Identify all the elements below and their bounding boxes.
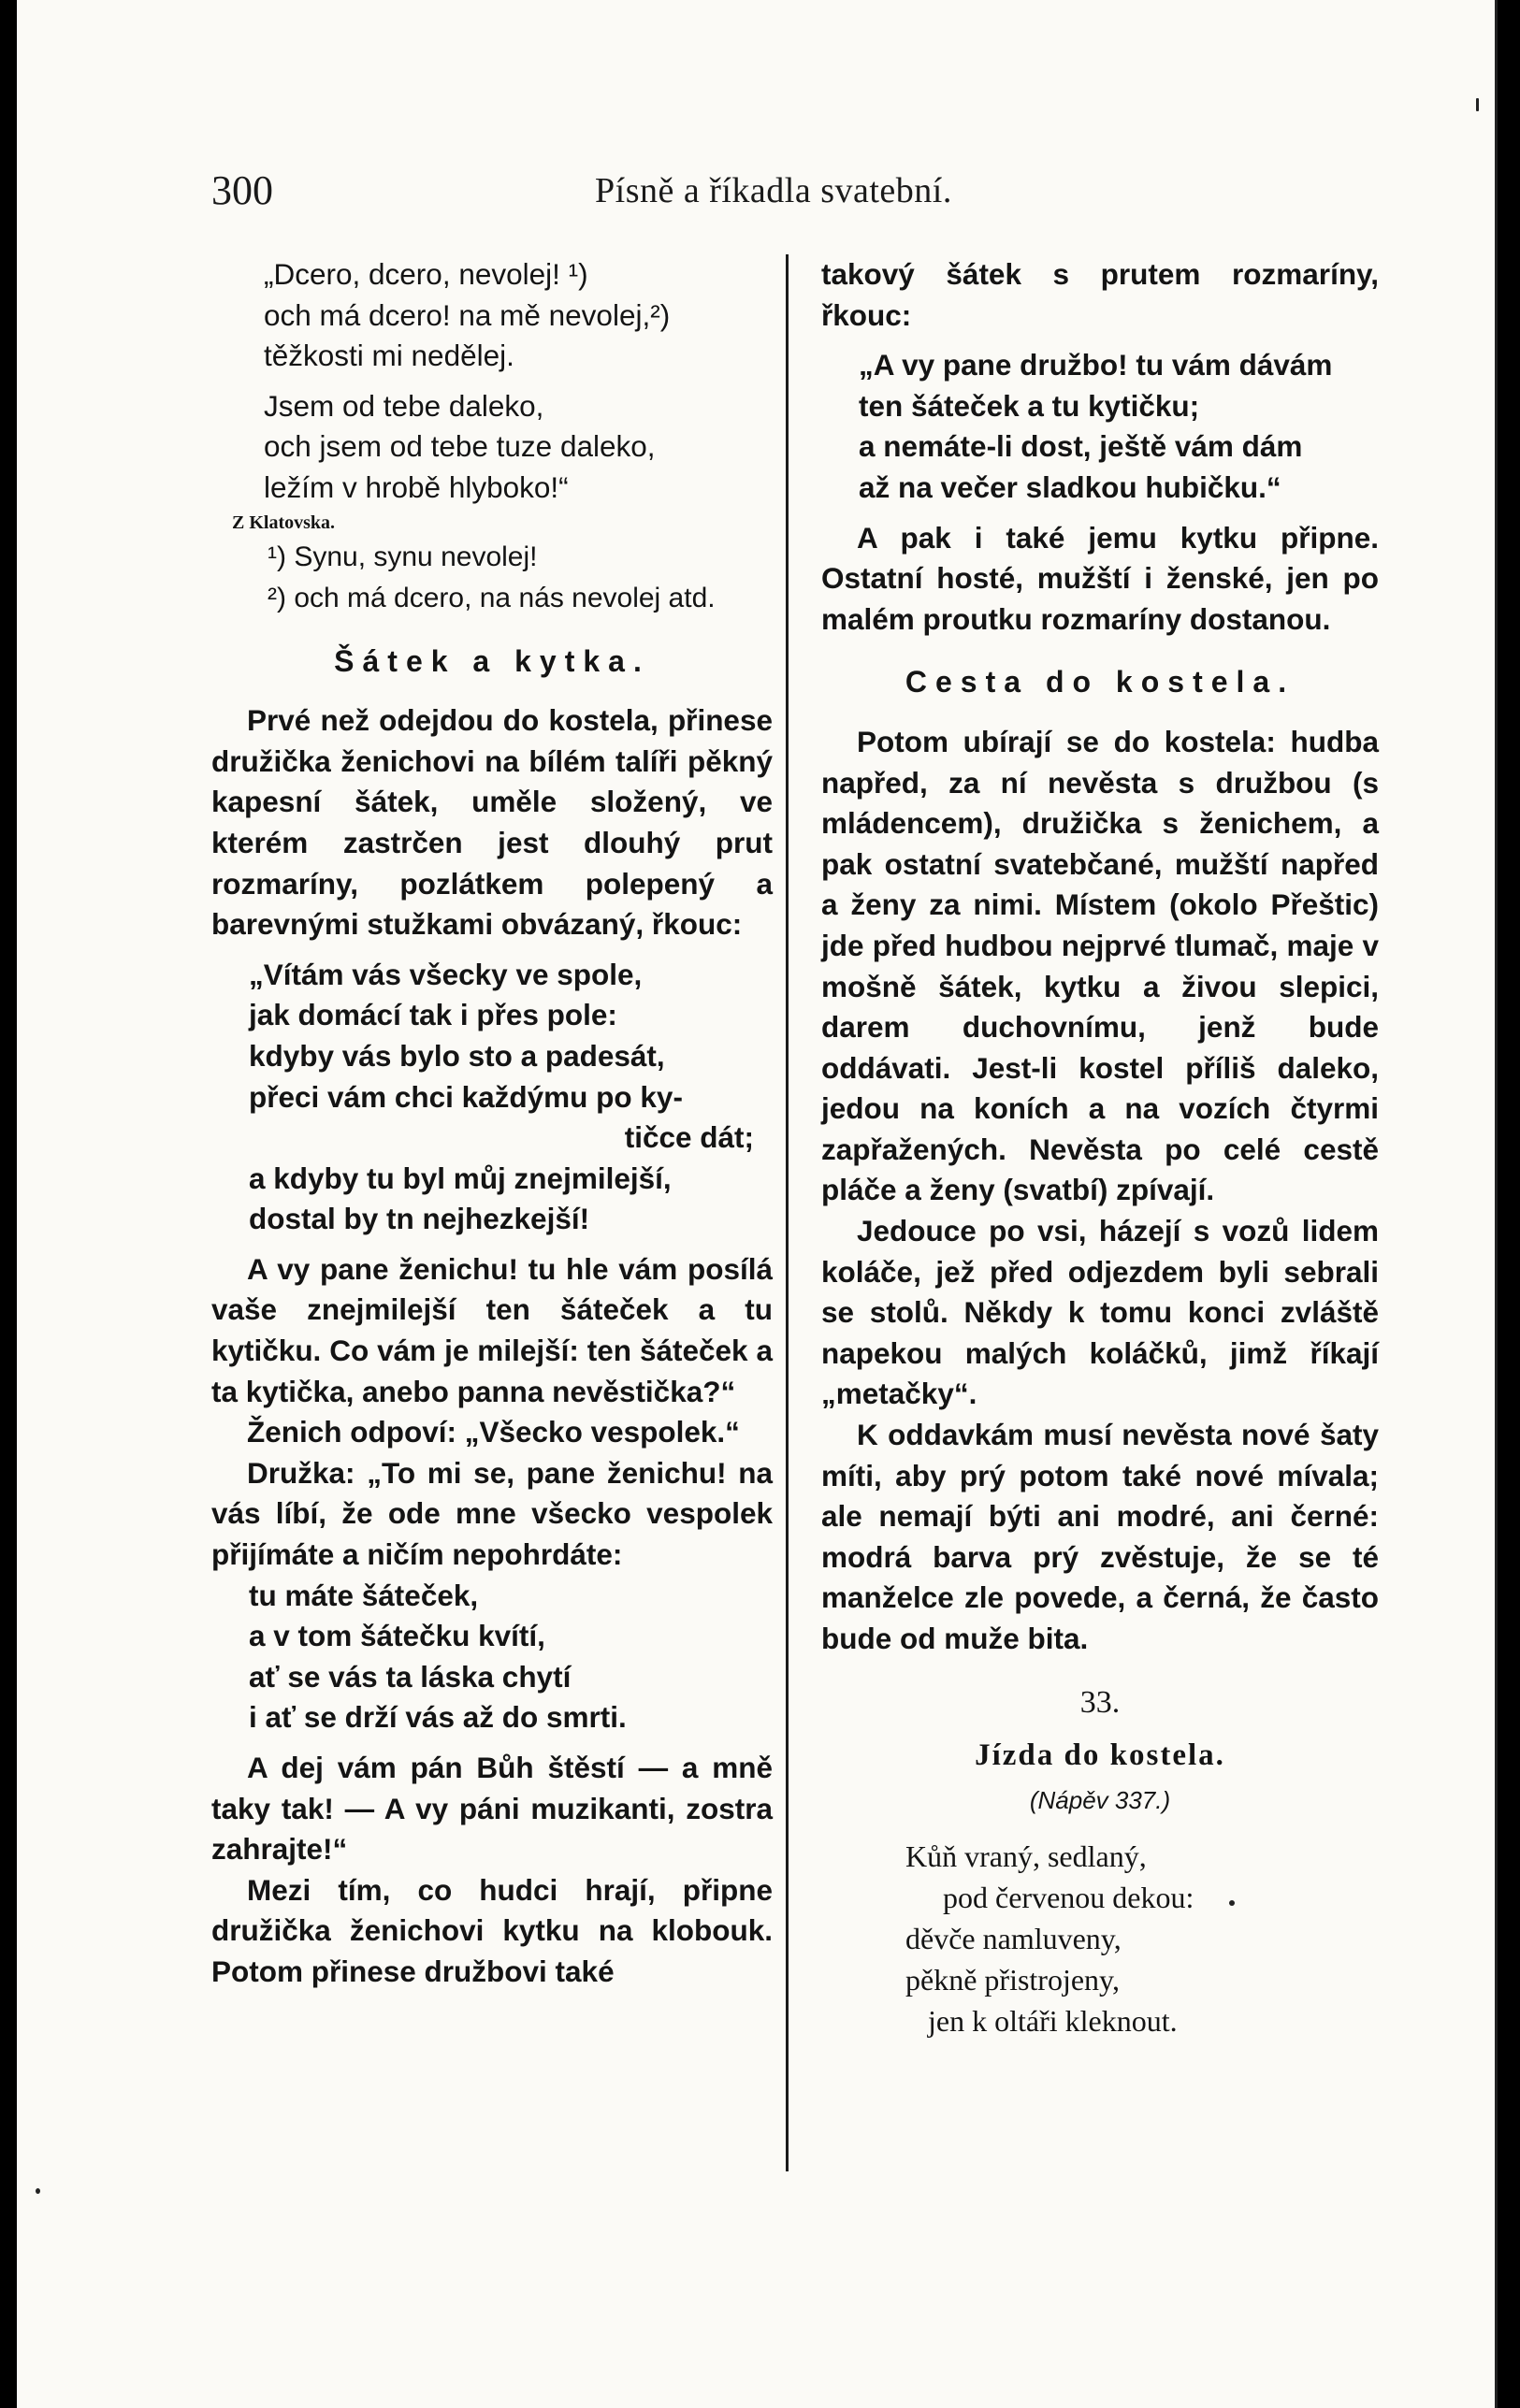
verse-line: Jsem od tebe daleko, [264, 388, 544, 423]
verse-line: a v tom šátečku kvítí, [249, 1619, 545, 1653]
right-column [821, 254, 1379, 2041]
paragraph: Mezi tím, co hudci hrají, připne družička ženichovi kytku na klobouk. Potom přinese družbovi také [211, 1872, 773, 1988]
column-divider [786, 254, 789, 2171]
section-heading: Cesta do kostela. [905, 665, 1296, 699]
paragraph: Družka: „To mi se, pane ženichu! na vás líbí, že ode mne všecko vespolek přijímáte a ničím nepohrdáte: [211, 1455, 773, 1572]
verse-line: i ať se drží vás až do smrti. [249, 1700, 627, 1735]
verse-line: och jsem od tebe tuze daleko, [264, 429, 656, 464]
verse-line: těžkosti mi nedělej. [264, 339, 514, 373]
paragraph: A dej vám pán Bůh štěstí — a mně taky tak! — A vy páni muzikanti, zostra zahrajte!“ [211, 1751, 773, 1867]
verse-block [211, 1576, 773, 1738]
verse-line: „Vítám vás všecky ve spole, [249, 957, 643, 991]
paragraph: takový šátek s prutem rozmaríny, řkouc: [821, 257, 1379, 332]
verse-block [211, 386, 773, 509]
verse-line: kdyby vás bylo sto a padesát, [249, 1038, 665, 1073]
verse-line: ležím v hrobě hlyboko!“ [264, 469, 569, 504]
paragraph: Jedouce po vsi, házejí s vozů lidem koláče, jež před odjezdem byli sebrali se stolů. Někdy k tomu konci zvláště napekou malých koláčků, jimž říkají „metačky“. [821, 1214, 1379, 1411]
paragraph: Ženich odpoví: „Všecko vespolek.“ [247, 1415, 740, 1449]
footnote: ¹) Synu, synu nevolej! [268, 541, 538, 572]
verse-line: a nemáte-li dost, ještě vám dám [859, 429, 1303, 464]
song-line: pod červenou dekou: [943, 1881, 1194, 1915]
section-heading: Šátek a kytka. [334, 643, 650, 678]
verse-line: ať se vás ta láska chytí [249, 1659, 572, 1694]
verse-line: „Dcero, dcero, nevolej! ¹) [264, 257, 588, 291]
print-speckle [1229, 1900, 1235, 1906]
paragraph: Prvé než odejdou do kostela, přinese družička ženichovi na bílém talíři pěkný kapesní šátek, uměle složený, ve kterém zastrčen jest dlouhý prut rozmaríny, pozlátkem polepený a barevnými stužkami obvázaný, řkouc: [211, 703, 773, 942]
source-note: Z Klatovska. [232, 512, 336, 533]
song-number: 33. [1079, 1684, 1121, 1720]
page-number: 300 [211, 167, 273, 213]
print-speckle [1476, 98, 1479, 111]
verse-line: „A vy pane družbo! tu vám dávám [859, 348, 1333, 382]
verse-block [211, 254, 773, 377]
verse-line: dostal by tn nejhezkejší! [249, 1202, 590, 1236]
verse-line: ten šáteček a tu kytičku; [859, 388, 1200, 423]
verse-line: och má dcero! na mě nevolej,²) [264, 297, 671, 332]
page-header [17, 166, 1495, 223]
song-line: pěkně přistrojeny, [905, 1963, 1120, 1997]
song-line: děvče namluveny, [905, 1922, 1122, 1956]
paragraph: A vy pane ženichu! tu hle vám posílá vaše znejmilejší ten šáteček a tu kytičku. Co vám je milejší: ten šáteček a ta kytička, anebo panna nevěstička?“ [211, 1251, 773, 1408]
paragraph: A pak i také jemu kytku připne. Ostatní hosté, mužští i ženské, jen po malém proutku rozmaríny dostanou. [821, 520, 1379, 636]
verse-line: až na večer sladkou hubičku.“ [859, 469, 1281, 504]
melody-reference: (Nápěv 337.) [1029, 1785, 1171, 1814]
song-line: Kůň vraný, sedlaný, [905, 1839, 1147, 1874]
verse-block [211, 955, 773, 1240]
running-title: Písně a říkadla svatební. [595, 171, 952, 210]
verse-line: přeci vám chci každýmu po ky- [249, 1079, 683, 1114]
paragraph: Potom ubírají se do kostela: hudba napřed, za ní nevěsta s družbou (s mládencem), družička s ženichem, a pak ostatní svatebčané, mužští napřed a ženy za nimi. Místem (okolo Přeštic) jde před hudbou nejprvé tlumač, maje v mošně šátek, kytku a živou slepici, darem duchovnímu, jenž bude oddávati. Jest-li kostel příliš daleko, jedou na koních a na vozích čtyrmi zapřažených. Nevěsta po celé cestě pláče a ženy (svatbí) zpívají. [821, 724, 1379, 1207]
song-line: jen k oltáři kleknout. [928, 2004, 1178, 2039]
verse-line: tu máte šáteček, [249, 1578, 479, 1612]
song-title: Jízda do kostela. [975, 1738, 1225, 1773]
verse-block [821, 345, 1379, 508]
verse-line: a kdyby tu byl můj znejmilejší, [249, 1161, 672, 1195]
print-speckle [36, 2188, 40, 2194]
verse-line: tičce dát; [624, 1120, 754, 1155]
book-page [17, 0, 1498, 2408]
paragraph: K oddavkám musí nevěsta nové šaty míti, aby prý potom také nové mívala; ale nemají býti ani modré, ani černé: modrá barva prý zvěstuje, že se té manželce zle povede, a černá, že často bude od muže bita. [821, 1418, 1379, 1655]
footnote: ²) och má dcero, na nás nevolej atd. [268, 582, 716, 613]
verse-line: jak domácí tak i přes pole: [249, 998, 617, 1032]
left-column [211, 254, 773, 1993]
song-verse [821, 1836, 1379, 2041]
